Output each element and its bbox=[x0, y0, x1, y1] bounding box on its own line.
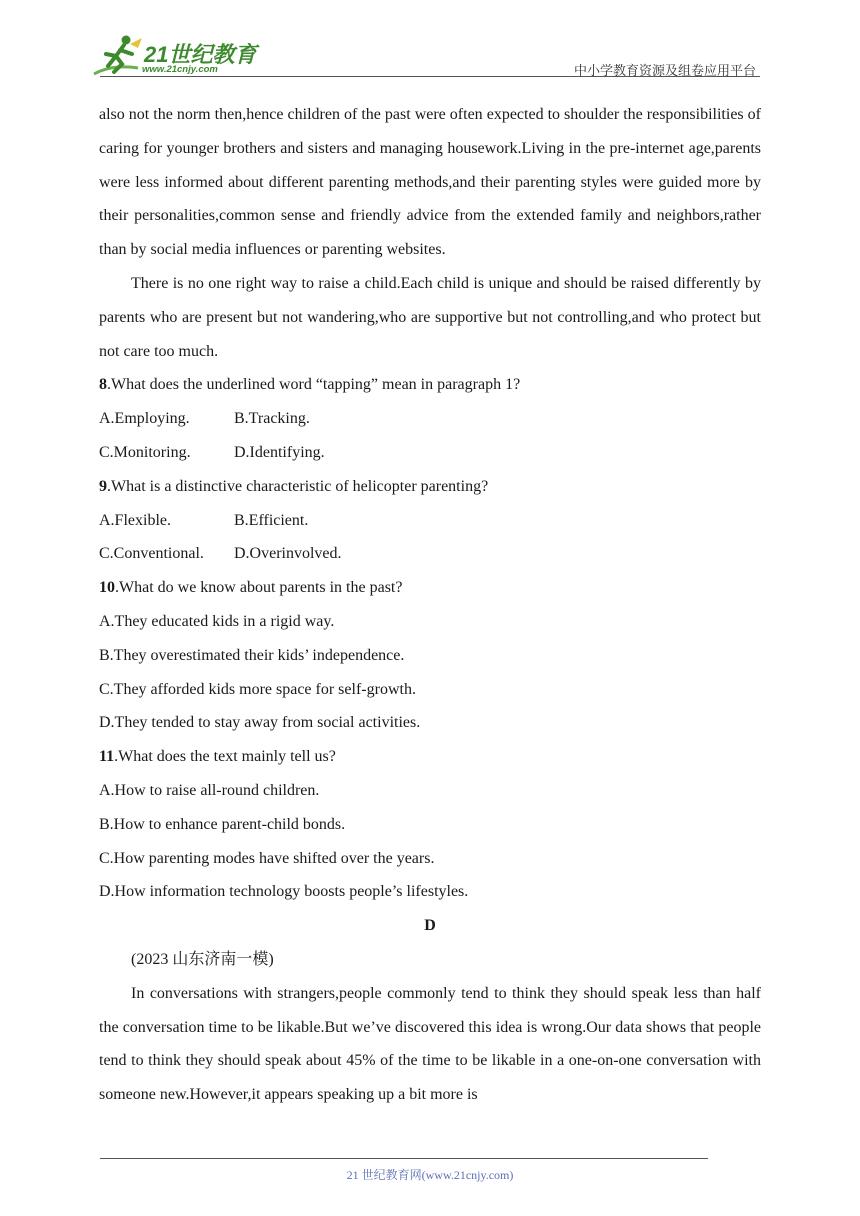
page-header bbox=[0, 0, 860, 80]
option: C.They afforded kids more space for self-growth. bbox=[99, 680, 416, 698]
passage-paragraph: also not the norm then,hence children of the past were often expected to shoulder the responsibilities of caring for younger brothers and sisters and managing housework.Living in the pre-internet age,parents were less informed about different parenting methods,and their parenting styles were guided more by their personalities,common sense and friendly advice from the extended family and neighbors,rather than by social media influences or parenting websites. bbox=[99, 106, 761, 259]
page-content bbox=[99, 98, 761, 1112]
option: A.They educated kids in a rigid way. bbox=[99, 612, 335, 630]
passage-paragraph: There is no one right way to raise a child.Each child is unique and should be raised differently by parents who are present but not wandering,who are supportive but not controlling,and who protect but not care too much. bbox=[99, 274, 761, 360]
option-row bbox=[99, 402, 761, 436]
option: C.How parenting modes have shifted over the years. bbox=[99, 849, 435, 867]
question-number: 9 bbox=[99, 477, 107, 495]
option: D.How information technology boosts people’s lifestyles. bbox=[99, 883, 469, 901]
question-11 bbox=[99, 740, 761, 774]
option-row bbox=[99, 504, 761, 538]
runner-logo-icon bbox=[92, 34, 146, 78]
option: B.How to enhance parent-child bonds. bbox=[99, 815, 346, 833]
option: A.How to raise all-round children. bbox=[99, 781, 320, 799]
option: B.Efficient. bbox=[234, 511, 309, 529]
section-source: (2023 山东济南一模) bbox=[131, 950, 274, 968]
option: B.Tracking. bbox=[234, 410, 310, 428]
header-tagline: 中小学教育资源及组卷应用平台 bbox=[573, 63, 756, 78]
question-stem: .What do we know about parents in the past? bbox=[115, 579, 403, 597]
question-stem: .What is a distinctive characteristic of helicopter parenting? bbox=[107, 477, 489, 495]
footer-divider bbox=[100, 1158, 708, 1159]
page-footer: 21 世纪教育网(www.21cnjy.com) bbox=[346, 1168, 514, 1182]
option: A.Flexible. bbox=[99, 511, 171, 529]
option: D.They tended to stay away from social activities. bbox=[99, 714, 421, 732]
question-9 bbox=[99, 470, 761, 504]
option: D.Overinvolved. bbox=[234, 545, 342, 563]
header-divider bbox=[100, 76, 760, 77]
question-10 bbox=[99, 571, 761, 605]
option-row bbox=[99, 436, 761, 470]
option: A.Employing. bbox=[99, 410, 190, 428]
question-stem: .What does the underlined word “tapping” mean in paragraph 1? bbox=[107, 376, 521, 394]
question-number: 8 bbox=[99, 376, 107, 394]
option: D.Identifying. bbox=[234, 443, 325, 461]
passage-paragraph: In conversations with strangers,people commonly tend to think they should speak less than half the conversation time to be likable.But we’ve discovered this idea is wrong.Our data shows that people tend to think they should speak about 45% of the time to be likable in a one-on-one conversation with someone new.However,it appears speaking up a bit more is bbox=[99, 984, 761, 1104]
section-title: D bbox=[424, 917, 436, 935]
site-logo bbox=[92, 34, 262, 78]
option: B.They overestimated their kids’ independence. bbox=[99, 646, 405, 664]
question-8 bbox=[99, 368, 761, 402]
question-number: 11 bbox=[99, 748, 115, 766]
question-number: 10 bbox=[99, 579, 115, 597]
logo-url: www.21cnjy.com bbox=[142, 64, 218, 75]
question-stem: .What does the text mainly tell us? bbox=[114, 748, 336, 766]
option: C.Monitoring. bbox=[99, 443, 191, 461]
logo-text: 21世纪教育 bbox=[144, 42, 257, 67]
option-row bbox=[99, 537, 761, 571]
option: C.Conventional. bbox=[99, 545, 204, 563]
